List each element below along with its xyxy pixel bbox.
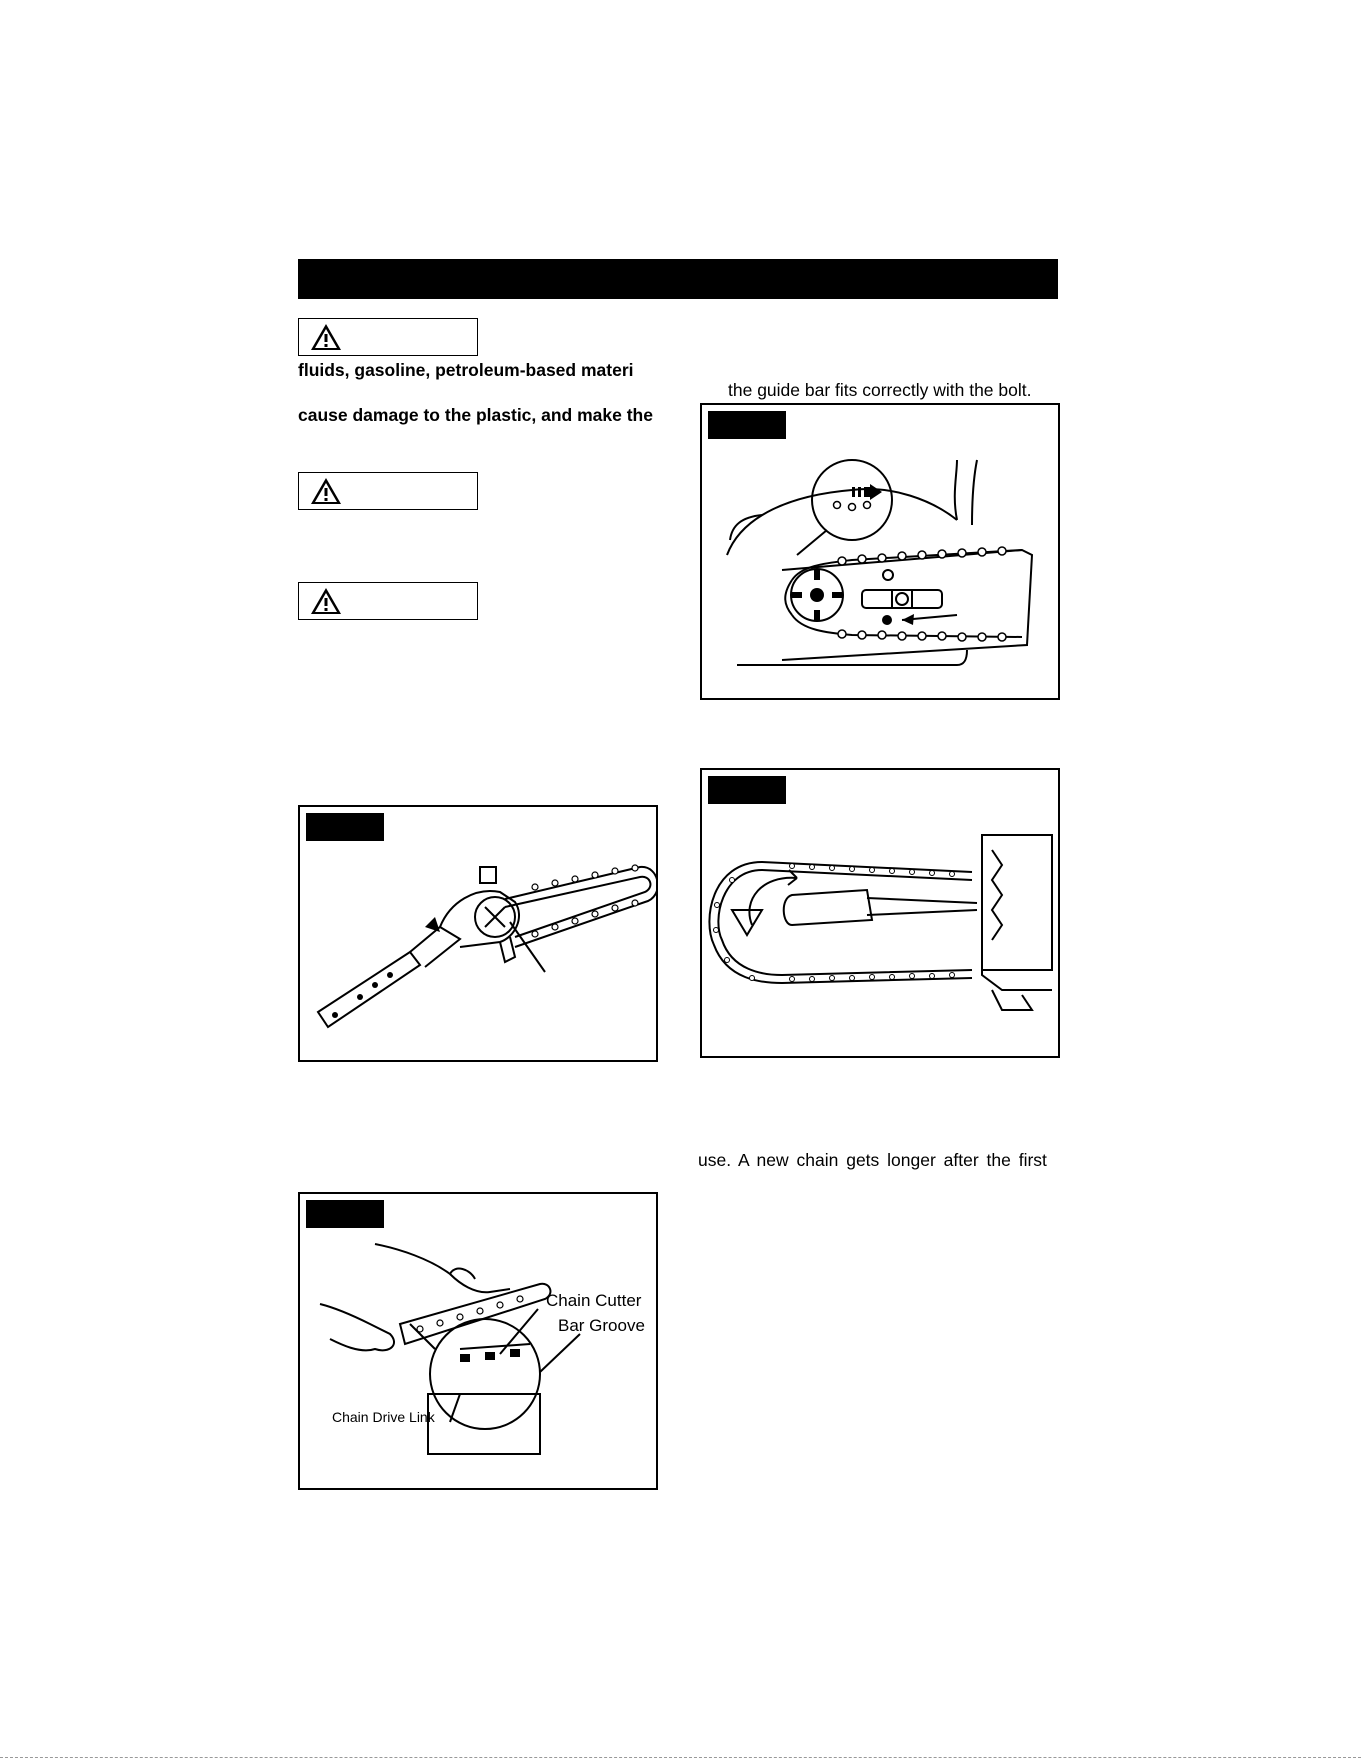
chain-install-illustration (300, 1194, 658, 1490)
instruction-text-bolt: the guide bar fits correctly with the bolt. (728, 380, 1032, 400)
callout-bar-groove: Bar Groove (558, 1316, 645, 1335)
warning-triangle-icon (309, 586, 343, 616)
callout-chain-cutter: Chain Cutter (546, 1291, 642, 1310)
section-header-bar (298, 259, 1058, 299)
warning-label-2 (298, 472, 478, 510)
pole-saw-illustration (300, 807, 658, 1062)
instruction-text-new-chain: use. A new chain gets longer after the first (698, 1150, 1047, 1170)
chain-sprocket-illustration (702, 405, 1060, 700)
chain-tension-illustration (702, 770, 1060, 1058)
figure-chain-install (298, 1192, 658, 1490)
warning-label-1 (298, 318, 478, 356)
warning-text-line-2: cause damage to the plastic, and make the (298, 405, 653, 425)
warning-text-line-1: fluids, gasoline, petroleum-based materi (298, 360, 634, 380)
figure-chain-direction (700, 403, 1060, 700)
figure-pole-saw-overview (298, 805, 658, 1062)
warning-triangle-icon (309, 322, 343, 352)
callout-chain-drive-link: Chain Drive Link (332, 1409, 435, 1425)
page-bottom-rule (0, 1757, 1361, 1758)
warning-triangle-icon (309, 476, 343, 506)
warning-label-3 (298, 582, 478, 620)
figure-chain-tension (700, 768, 1060, 1058)
